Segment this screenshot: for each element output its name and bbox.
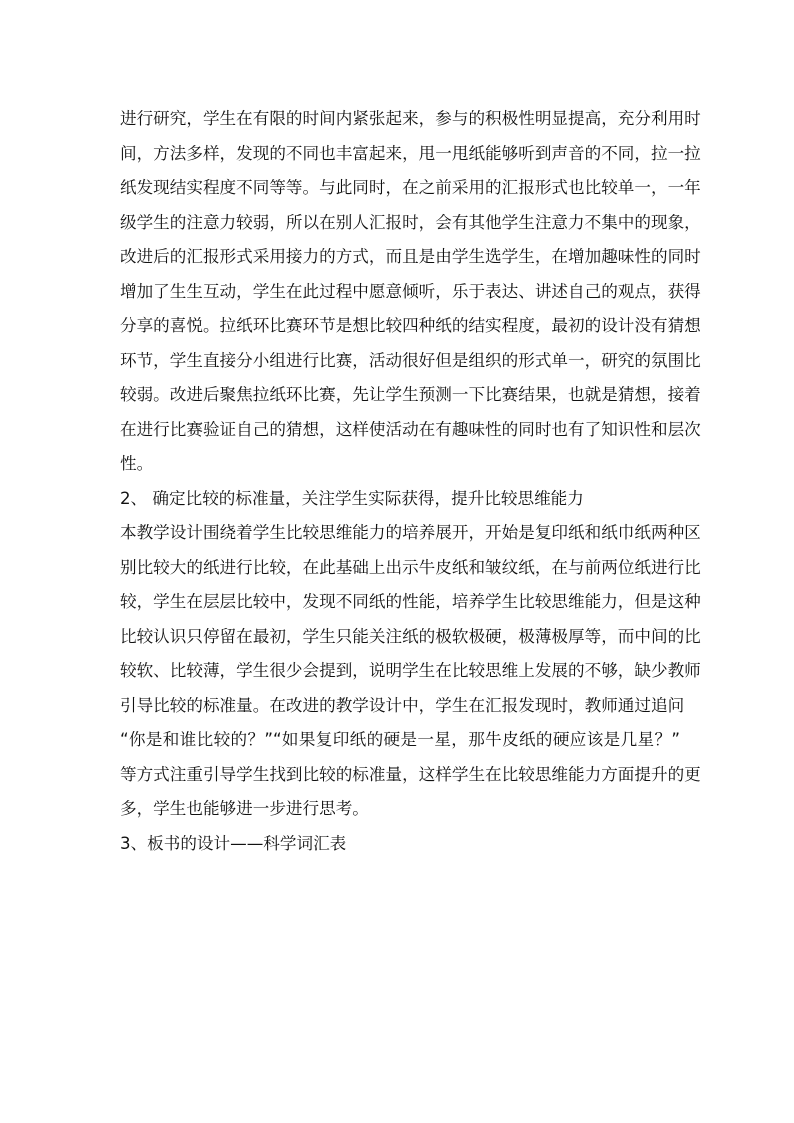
paragraph-line: 较弱。改进后聚焦拉纸环比赛，先让学生预测一下比赛结果，也就是猜想，接着 xyxy=(120,385,701,404)
paragraph-line: 增加了生生互动，学生在此过程中愿意倾听，乐于表达、讲述自己的观点，获得 xyxy=(120,281,701,301)
section-heading: 2、 确定比较的标准量，关注学生实际获得，提升比较思维能力 xyxy=(120,488,584,508)
paragraph-line: 纸发现结实程度不同等等。与此同时，在之前采用的汇报形式也比较单一，一年 xyxy=(120,178,701,197)
paragraph-line: 在进行比赛验证自己的猜想，这样使活动在有趣味性的同时也有了知识性和层次 xyxy=(120,419,701,439)
paragraph-line: 引导比较的标准量。在改进的教学设计中，学生在汇报发现时，教师通过追问 xyxy=(120,695,685,715)
paragraph-line: 级学生的注意力较弱，所以在别人汇报时，会有其他学生注意力不集中的现象， xyxy=(120,212,701,232)
paragraph-line: 间，方法多样，发现的不同也丰富起来，甩一甩纸能够听到声音的不同，拉一拉 xyxy=(120,143,701,163)
section-heading: 3、板书的设计——科学词汇表 xyxy=(120,833,347,853)
paragraph-line: “你是和谁比较的？”“如果复印纸的硬是一星，那牛皮纸的硬应该是几星？” xyxy=(120,730,680,749)
paragraph-line: 环节，学生直接分小组进行比赛，活动很好但是组织的形式单一，研究的氛围比 xyxy=(120,350,701,370)
document-body xyxy=(120,102,701,861)
paragraph-line: 分享的喜悦。拉纸环比赛环节是想比较四种纸的结实程度，最初的设计没有猜想 xyxy=(120,316,701,335)
paragraph-line: 较，学生在层层比较中，发现不同纸的性能，培养学生比较思维能力，但是这种 xyxy=(120,592,701,611)
paragraph-line: 等方式注重引导学生找到比较的标准量，这样学生在比较思维能力方面提升的更 xyxy=(120,764,701,784)
paragraph-line: 较软、比较薄，学生很少会提到，说明学生在比较思维上发展的不够，缺少教师 xyxy=(120,661,701,680)
paragraph-line: 本教学设计围绕着学生比较思维能力的培养展开，开始是复印纸和纸巾纸两种区 xyxy=(120,523,701,542)
paragraph-line: 进行研究，学生在有限的时间内紧张起来，参与的积极性明显提高，充分利用时 xyxy=(120,109,701,128)
paragraph-line: 改进后的汇报形式采用接力的方式，而且是由学生选学生，在增加趣味性的同时 xyxy=(120,247,701,266)
paragraph-line-end: 多，学生也能够进一步进行思考。 xyxy=(120,799,369,818)
paragraph-line: 比较认识只停留在最初，学生只能关注纸的极软极硬，极薄极厚等，而中间的比 xyxy=(120,626,701,646)
paragraph-line-end: 性。 xyxy=(120,454,154,473)
paragraph-line: 别比较大的纸进行比较，在此基础上出示牛皮纸和皱纹纸，在与前两位纸进行比 xyxy=(120,557,701,577)
